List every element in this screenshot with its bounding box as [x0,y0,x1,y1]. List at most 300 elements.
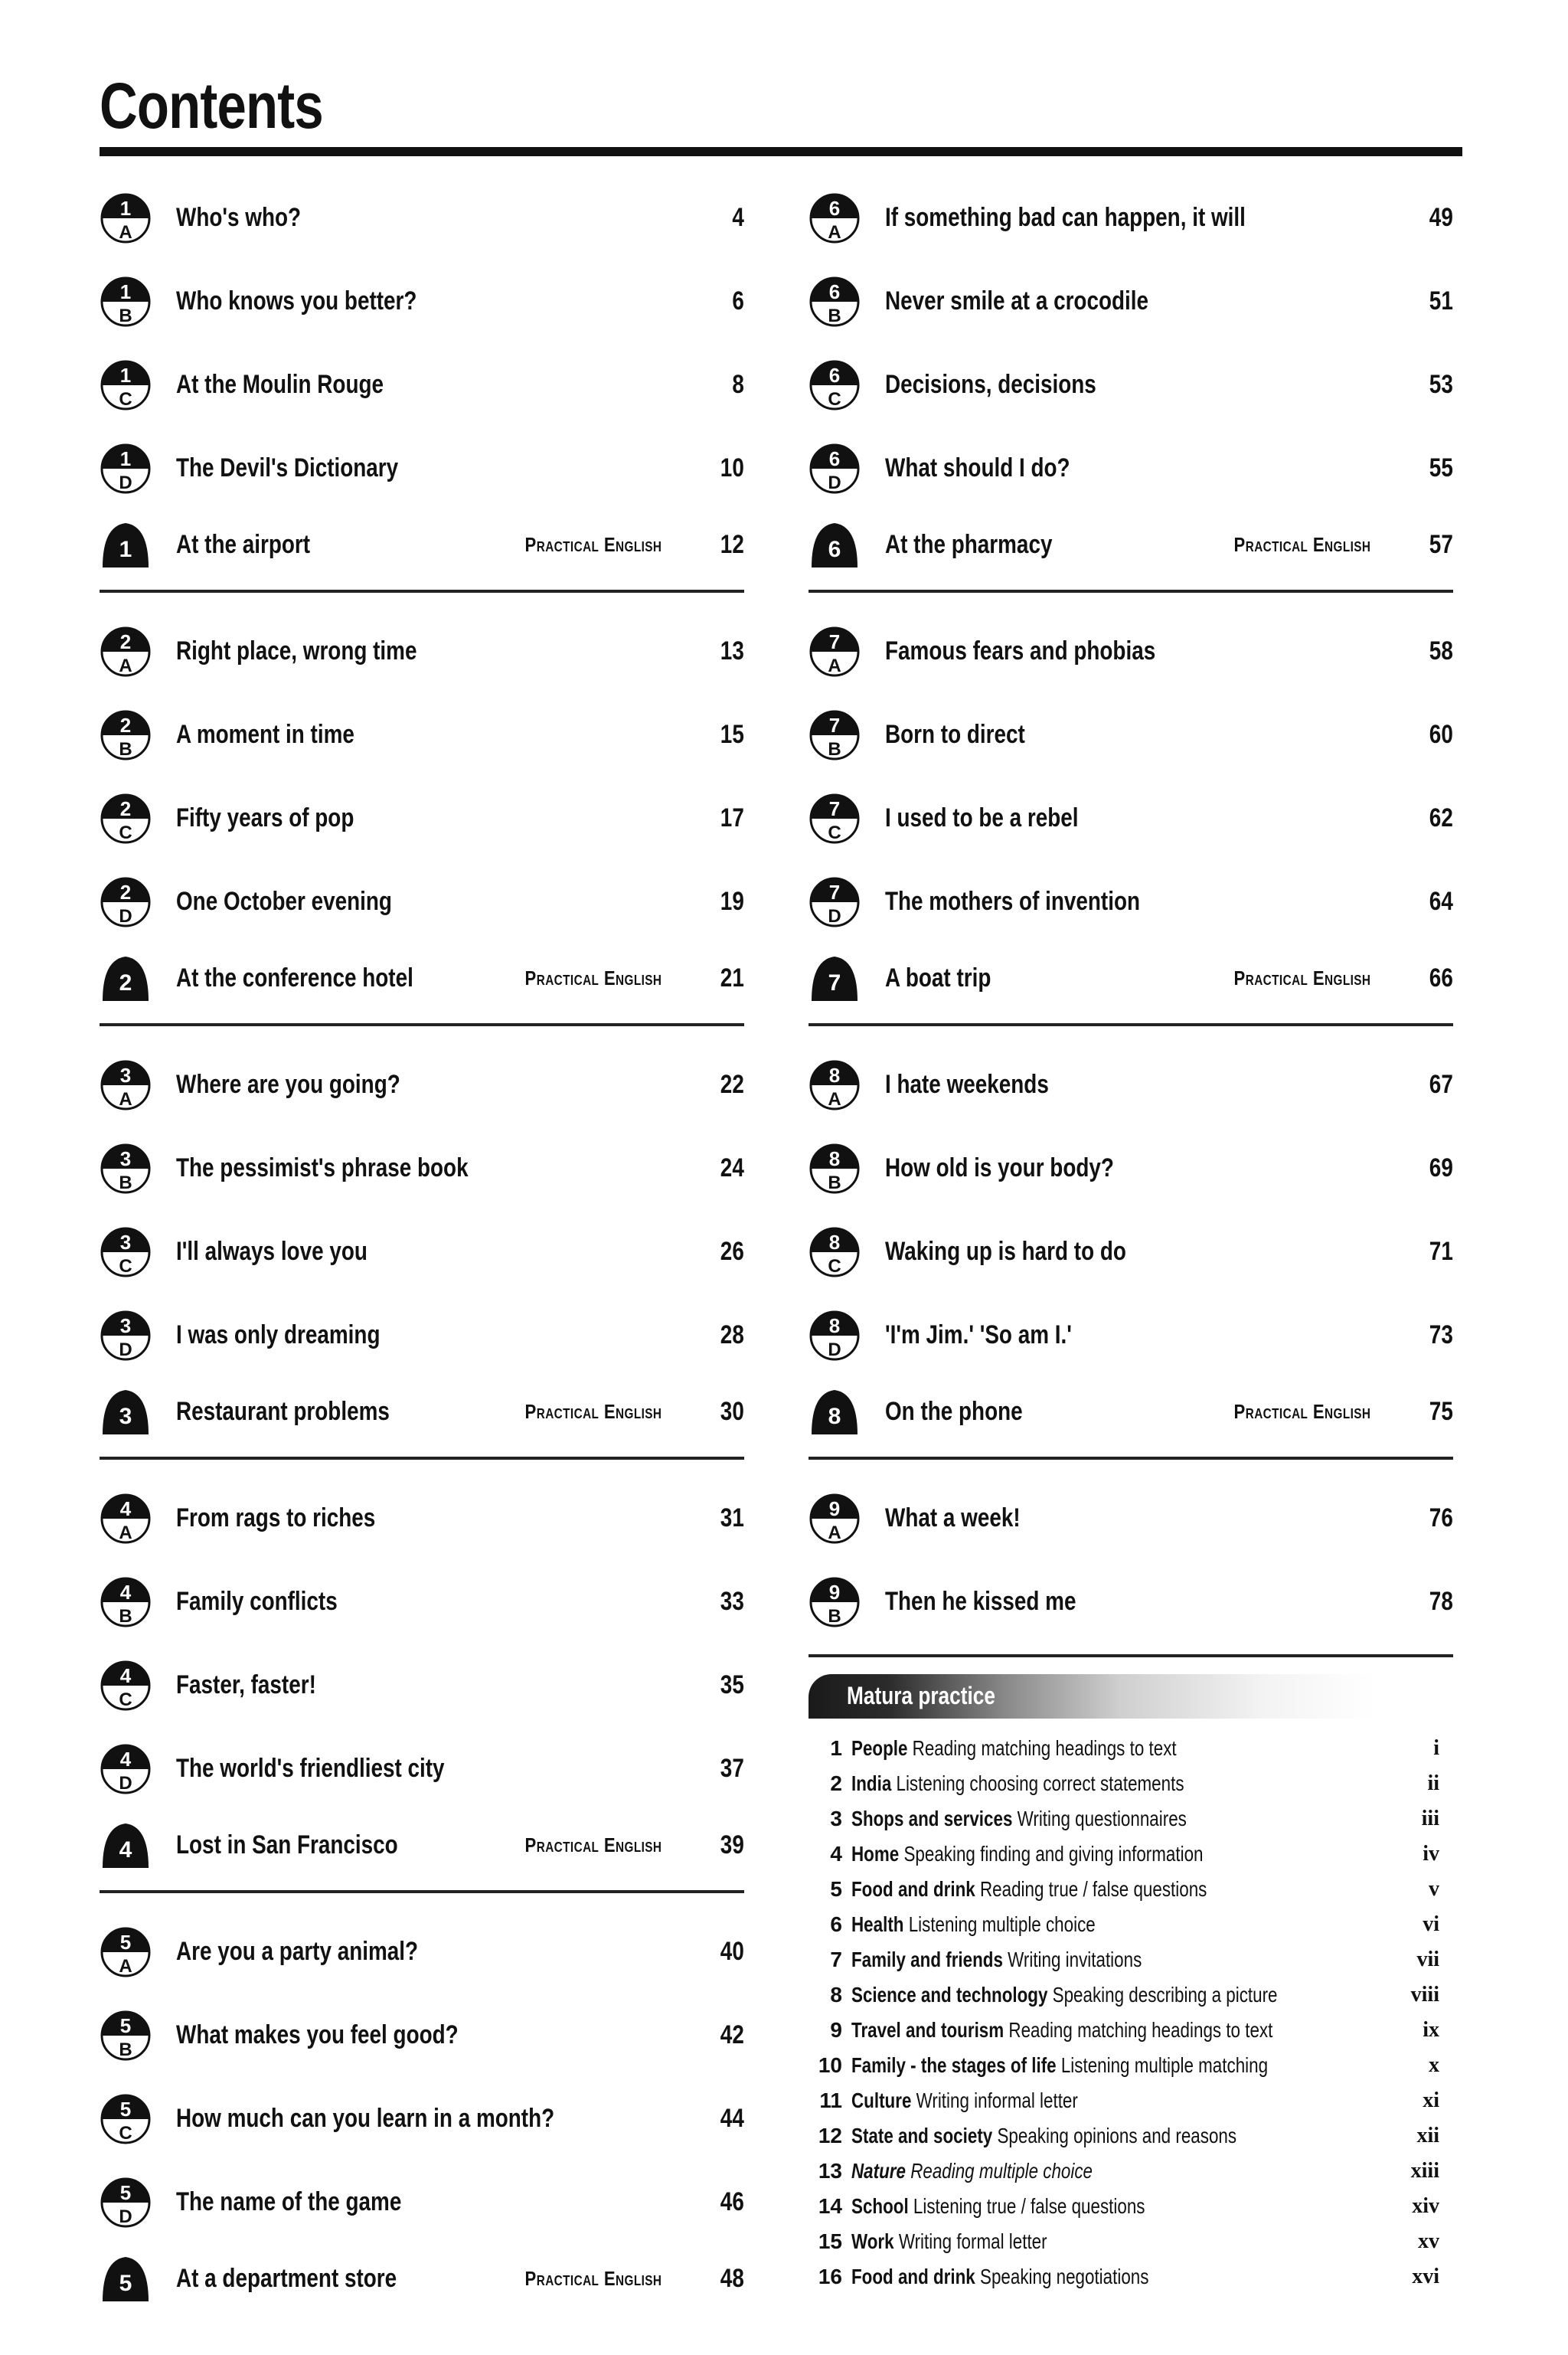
lesson-title: On the phone [885,1396,1023,1426]
page-number: 22 [720,1070,744,1099]
matura-item-text [851,2053,1268,2078]
unit-number: 4 [119,1580,132,1604]
matura-item-number: 16 [818,2265,842,2288]
lesson-title: Fifty years of pop [176,803,354,832]
unit-number: 3 [119,1313,132,1337]
matura-item[interactable] [808,1837,1453,1872]
matura-item-text [851,1912,1096,1937]
matura-item-skill: Listening choosing correct statements [896,1771,1184,1795]
practical-english-row[interactable] [100,2244,744,2313]
matura-item-text [851,2159,1093,2183]
matura-item-page: vi [1423,1912,1439,1936]
lesson-title: 'I'm Jim.' 'So am I.' [885,1320,1072,1349]
lesson-badge [808,1493,861,1545]
practical-english-badge [100,952,152,1004]
page-number: 57 [1429,529,1453,559]
lesson-letter: D [119,905,132,927]
page-number: 73 [1429,1320,1453,1349]
page-number: 53 [1429,370,1453,399]
unit-number: 1 [119,363,132,387]
lesson-title: From rags to riches [176,1503,376,1532]
unit-number: 3 [119,1146,132,1170]
practical-english-badge [808,952,861,1004]
lesson-letter: C [119,388,132,410]
lesson-badge [100,1059,152,1111]
page-number: 33 [720,1587,744,1616]
lesson-badge [100,276,152,328]
page-number: 75 [1429,1396,1453,1426]
page-number: 42 [720,2020,744,2049]
matura-item-topic: State and society [851,2124,993,2147]
lesson-title: If something bad can happen, it will [885,203,1246,232]
lesson-letter: C [119,822,132,843]
lesson-row[interactable] [100,1994,744,2077]
lesson-row[interactable] [808,260,1453,343]
practical-english-row[interactable] [808,1377,1453,1446]
matura-item-topic: People [851,1736,908,1760]
matura-item-topic: Nature [851,2159,906,2183]
matura-item-skill: Speaking negotiations [980,2265,1149,2288]
lesson-row[interactable] [100,343,744,427]
page-number: 4 [732,203,744,232]
lesson-badge [100,2010,152,2062]
contents-left-column [100,176,744,2340]
lesson-title: A boat trip [885,963,991,993]
lesson-badge [808,709,861,761]
matura-item[interactable] [808,2083,1453,2118]
lesson-letter: B [119,1605,132,1627]
matura-item-skill: Writing invitations [1008,1948,1142,1971]
matura-item-skill: Listening multiple matching [1060,2053,1269,2077]
matura-item-skill: Writing questionnaires [1017,1807,1187,1830]
matura-item[interactable] [808,1977,1453,2013]
lesson-badge [808,276,861,328]
lesson-letter: B [828,1605,841,1627]
matura-item-number: 5 [830,1877,842,1901]
matura-item-topic: Travel and tourism [851,2018,1004,2042]
page-number: 78 [1429,1587,1453,1616]
unit-number: 6 [828,363,841,387]
page-number: 37 [720,1754,744,1783]
matura-item[interactable] [808,2048,1453,2083]
lesson-letter: A [119,221,132,243]
lesson-row[interactable] [100,1043,744,1127]
unit-number: 3 [119,1230,132,1254]
lesson-row[interactable] [808,777,1453,860]
page-number: 62 [1429,803,1453,832]
lesson-letter: D [119,472,132,493]
lesson-badge [100,1576,152,1628]
matura-item-text [851,1948,1142,1972]
unit-number: 7 [828,713,841,737]
lesson-row[interactable] [808,1043,1453,1127]
matura-item-page: xv [1418,2229,1439,2253]
matura-item[interactable] [808,2118,1453,2154]
lesson-row[interactable] [808,1294,1453,1377]
lesson-row[interactable] [808,176,1453,260]
unit-7-block [808,610,1453,1026]
lesson-row[interactable] [100,2077,744,2160]
lesson-letter: D [119,2206,132,2227]
lesson-badge [100,1743,152,1795]
lesson-title: I was only dreaming [176,1320,381,1349]
page-number: 28 [720,1320,744,1349]
page-number: 17 [720,803,744,832]
lesson-letter: D [828,1339,841,1360]
matura-practice-heading [808,1674,1375,1719]
page-number: 39 [720,1830,744,1859]
lesson-row[interactable] [100,777,744,860]
practical-english-label: Practical English [524,1833,662,1856]
unit-number: 8 [828,1313,841,1337]
lesson-row[interactable] [100,1210,744,1294]
lesson-letter: A [828,655,841,676]
lesson-letter: A [119,1088,132,1110]
unit-6-block [808,176,1453,593]
unit-8-block [808,1043,1453,1460]
lesson-title: What makes you feel good? [176,2020,459,2049]
lesson-title: At the airport [176,529,311,559]
unit-number: 1 [119,280,132,303]
page-number: 76 [1429,1503,1453,1532]
practical-english-row[interactable] [100,1377,744,1446]
lesson-title: Waking up is hard to do [885,1237,1126,1266]
lesson-title: How old is your body? [885,1153,1114,1182]
matura-item-text [851,1842,1203,1866]
page-number: 12 [720,529,744,559]
unit-number: 5 [119,1930,132,1954]
lesson-title: I hate weekends [885,1070,1049,1099]
page-number: 8 [732,370,744,399]
lesson-row[interactable] [808,427,1453,510]
matura-item[interactable] [808,2259,1453,2294]
lesson-title: At the Moulin Rouge [176,370,384,399]
lesson-title: How much can you learn in a month? [176,2104,555,2133]
matura-item-number: 10 [818,2053,842,2077]
matura-item-page: vii [1416,1948,1439,1971]
practical-english-label: Practical English [1233,532,1370,556]
page-number: 58 [1429,636,1453,666]
lesson-row[interactable] [808,343,1453,427]
page-number: 71 [1429,1237,1453,1266]
page-number: 55 [1429,453,1453,482]
unit-number: 7 [828,630,841,653]
page-number: 24 [720,1153,744,1182]
lesson-badge [808,876,861,928]
unit-2-block [100,610,744,1026]
lesson-badge [100,2093,152,2145]
matura-item-page: ii [1427,1771,1439,1795]
lesson-title: Faster, faster! [176,1670,316,1699]
unit-number: 1 [119,446,132,470]
unit-number: 6 [828,280,841,303]
unit-number: 5 [119,2097,132,2121]
page-title: Contents [100,70,323,142]
unit-number: 2 [119,880,132,904]
unit-number: 5 [119,2180,132,2204]
lesson-letter: A [828,1522,841,1543]
matura-item-skill: Speaking describing a picture [1052,1983,1278,2007]
matura-item[interactable] [808,1766,1453,1801]
practical-english-badge [100,518,152,571]
unit-number: 7 [828,796,841,820]
lesson-row[interactable] [100,860,744,944]
page-number: 66 [1429,963,1453,993]
lesson-row[interactable] [100,427,744,510]
lesson-letter: C [828,388,841,410]
unit-number: 1 [119,196,132,220]
practical-english-row[interactable] [100,1810,744,1879]
unit-number: 5 [119,2271,132,2296]
lesson-badge [808,793,861,845]
unit-4-block [100,1477,744,1893]
page-number: 30 [720,1396,744,1426]
practical-english-label: Practical English [524,532,662,556]
lesson-letter: A [828,221,841,243]
lesson-row[interactable] [100,1127,744,1210]
lesson-title: Then he kissed me [885,1587,1076,1616]
lesson-title: Right place, wrong time [176,636,417,666]
matura-item-page: i [1433,1736,1439,1760]
unit-number: 6 [828,446,841,470]
practical-english-badge [100,1385,152,1438]
practical-english-row[interactable] [808,944,1453,1012]
page-number: 44 [720,2104,744,2133]
unit-number: 8 [828,1146,841,1170]
matura-item-skill: Listening true / false questions [913,2194,1145,2218]
matura-item-text [851,2088,1078,2113]
page-number: 15 [720,720,744,749]
matura-item-page: xii [1416,2124,1439,2147]
matura-item-skill: Speaking finding and giving information [903,1842,1204,1866]
matura-item-topic: Shops and services [851,1807,1013,1830]
matura-item[interactable] [808,1942,1453,1977]
lesson-title: Are you a party animal? [176,1937,419,1966]
matura-item-text [851,1736,1177,1761]
practical-english-badge [100,2252,152,2304]
lesson-row[interactable] [808,860,1453,944]
practical-english-label: Practical English [1233,966,1370,989]
lesson-title: At the conference hotel [176,963,413,993]
lesson-badge [808,192,861,244]
matura-item-text [851,1771,1184,1796]
matura-item-topic: Home [851,1842,900,1866]
matura-item-text [851,2229,1047,2254]
unit-number: 2 [119,630,132,653]
matura-item-topic: Food and drink [851,1877,975,1901]
unit-number: 8 [828,1404,841,1429]
matura-item-number: 8 [830,1983,842,2007]
lesson-letter: C [828,822,841,843]
lesson-letter: C [828,1255,841,1277]
lesson-row[interactable] [100,610,744,693]
page-number: 51 [1429,286,1453,316]
unit-number: 2 [119,796,132,820]
matura-item-number: 1 [830,1736,842,1760]
page-number: 10 [720,453,744,482]
lesson-letter: D [119,1339,132,1360]
matura-item-number: 4 [830,1842,842,1866]
lesson-title: The world's friendliest city [176,1754,445,1783]
unit-number: 4 [119,1663,132,1687]
lesson-title: Born to direct [885,720,1025,749]
lesson-title: A moment in time [176,720,354,749]
matura-item-number: 9 [830,2018,842,2042]
lesson-row[interactable] [808,1560,1453,1644]
unit-number: 4 [119,1837,132,1863]
lesson-row[interactable] [808,693,1453,777]
page-number: 60 [1429,720,1453,749]
lesson-badge [100,1143,152,1195]
lesson-row[interactable] [100,693,744,777]
lesson-row[interactable] [100,2160,744,2244]
lesson-title: Family conflicts [176,1587,338,1616]
unit-number: 1 [119,537,132,562]
unit-number: 3 [119,1063,132,1087]
matura-item[interactable] [808,2154,1453,2189]
lesson-badge [808,1310,861,1362]
matura-item-text [851,1807,1187,1831]
matura-item-topic: Family and friends [851,1948,1003,1971]
matura-item-page: xiv [1412,2194,1439,2218]
unit-number: 5 [119,2013,132,2037]
lesson-letter: A [119,655,132,676]
matura-item[interactable] [808,1907,1453,1942]
lesson-letter: B [119,1172,132,1193]
matura-item-text [851,2124,1236,2148]
matura-item[interactable] [808,1731,1453,1766]
unit-number: 8 [828,1230,841,1254]
matura-item-number: 11 [819,2088,842,2112]
lesson-badge [100,876,152,928]
lesson-row[interactable] [100,176,744,260]
practical-english-row[interactable] [100,944,744,1012]
practical-english-badge [808,1385,861,1438]
lesson-letter: A [828,1088,841,1110]
lesson-row[interactable] [100,260,744,343]
lesson-row[interactable] [808,1210,1453,1294]
matura-item[interactable] [808,2013,1453,2048]
matura-item-page: x [1429,2053,1439,2077]
lesson-title: Never smile at a crocodile [885,286,1149,316]
lesson-badge [100,2177,152,2229]
lesson-row[interactable] [100,1727,744,1810]
lesson-badge [808,1059,861,1111]
lesson-title: Lost in San Francisco [176,1830,398,1859]
matura-item[interactable] [808,1872,1453,1907]
lesson-row[interactable] [808,1127,1453,1210]
unit-5-block [100,1910,744,2324]
matura-item-number: 2 [830,1771,842,1795]
lesson-letter: D [828,905,841,927]
practical-english-row[interactable] [808,510,1453,579]
page-number: 49 [1429,203,1453,232]
lesson-row[interactable] [100,1644,744,1727]
unit-number: 9 [828,1580,841,1604]
lesson-title: I used to be a rebel [885,803,1079,832]
unit-number: 2 [119,970,132,996]
matura-item-skill: Writing formal letter [898,2229,1047,2253]
lesson-letter: B [119,2039,132,2060]
lesson-title: What should I do? [885,453,1070,482]
matura-item-skill: Reading true / false questions [980,1877,1207,1901]
lesson-badge [808,1576,861,1628]
lesson-row[interactable] [808,1477,1453,1560]
matura-practice-section [808,1674,1453,2294]
unit-number: 4 [119,1747,132,1771]
lesson-title: What a week! [885,1503,1021,1532]
matura-item-topic: India [851,1771,892,1795]
lesson-title: Who's who? [176,203,302,232]
lesson-letter: C [119,1255,132,1277]
lesson-badge [100,443,152,495]
matura-item-page: iii [1421,1807,1439,1830]
page-number: 31 [720,1503,744,1532]
lesson-title: Where are you going? [176,1070,400,1099]
matura-item[interactable] [808,1801,1453,1837]
page-number: 40 [720,1937,744,1966]
matura-item-skill: Reading matching headings to text [1008,2018,1273,2042]
lesson-title: At the pharmacy [885,529,1053,559]
matura-item[interactable] [808,2189,1453,2224]
lesson-letter: C [119,1689,132,1710]
lesson-row[interactable] [808,610,1453,693]
matura-item-skill: Reading matching headings to text [912,1736,1177,1760]
matura-item-skill: Writing informal letter [916,2088,1078,2112]
matura-item-page: xiii [1410,2159,1439,2183]
matura-item[interactable] [808,2224,1453,2259]
matura-heading-label: Matura practice [847,1682,995,1709]
page-number: 26 [720,1237,744,1266]
page-number: 48 [720,2263,744,2293]
lesson-row[interactable] [100,1477,744,1560]
matura-practice-list [808,1731,1453,2294]
unit-1-block [100,176,744,593]
matura-item-skill: Listening multiple choice [908,1912,1096,1936]
lesson-row[interactable] [100,1560,744,1644]
practical-english-badge [100,1819,152,1871]
lesson-title: The mothers of invention [885,887,1141,916]
lesson-row[interactable] [100,1910,744,1994]
lesson-badge [100,1660,152,1712]
matura-item-topic: Work [851,2229,894,2253]
matura-item-page: v [1429,1877,1439,1901]
lesson-title: Restaurant problems [176,1396,390,1426]
page-number: 46 [720,2187,744,2216]
practical-english-row[interactable] [100,510,744,579]
matura-item-text [851,1877,1207,1902]
matura-item-skill: Reading multiple choice [910,2159,1093,2183]
lesson-title: The pessimist's phrase book [176,1153,469,1182]
lesson-letter: B [119,305,132,326]
lesson-badge [808,443,861,495]
unit-number: 3 [119,1404,132,1429]
unit-number: 7 [828,880,841,904]
lesson-row[interactable] [100,1294,744,1377]
practical-english-badge [808,518,861,571]
lesson-letter: D [119,1772,132,1794]
title-rule [100,147,1462,156]
matura-item-page: xi [1423,2088,1439,2112]
unit-3-block [100,1043,744,1460]
practical-english-label: Practical English [524,966,662,989]
lesson-letter: C [119,2122,132,2144]
unit-9-block [808,1477,1453,1657]
unit-number: 8 [828,1063,841,1087]
lesson-title: The Devil's Dictionary [176,453,399,482]
matura-item-page: xvi [1412,2265,1439,2288]
matura-item-number: 15 [818,2229,842,2253]
